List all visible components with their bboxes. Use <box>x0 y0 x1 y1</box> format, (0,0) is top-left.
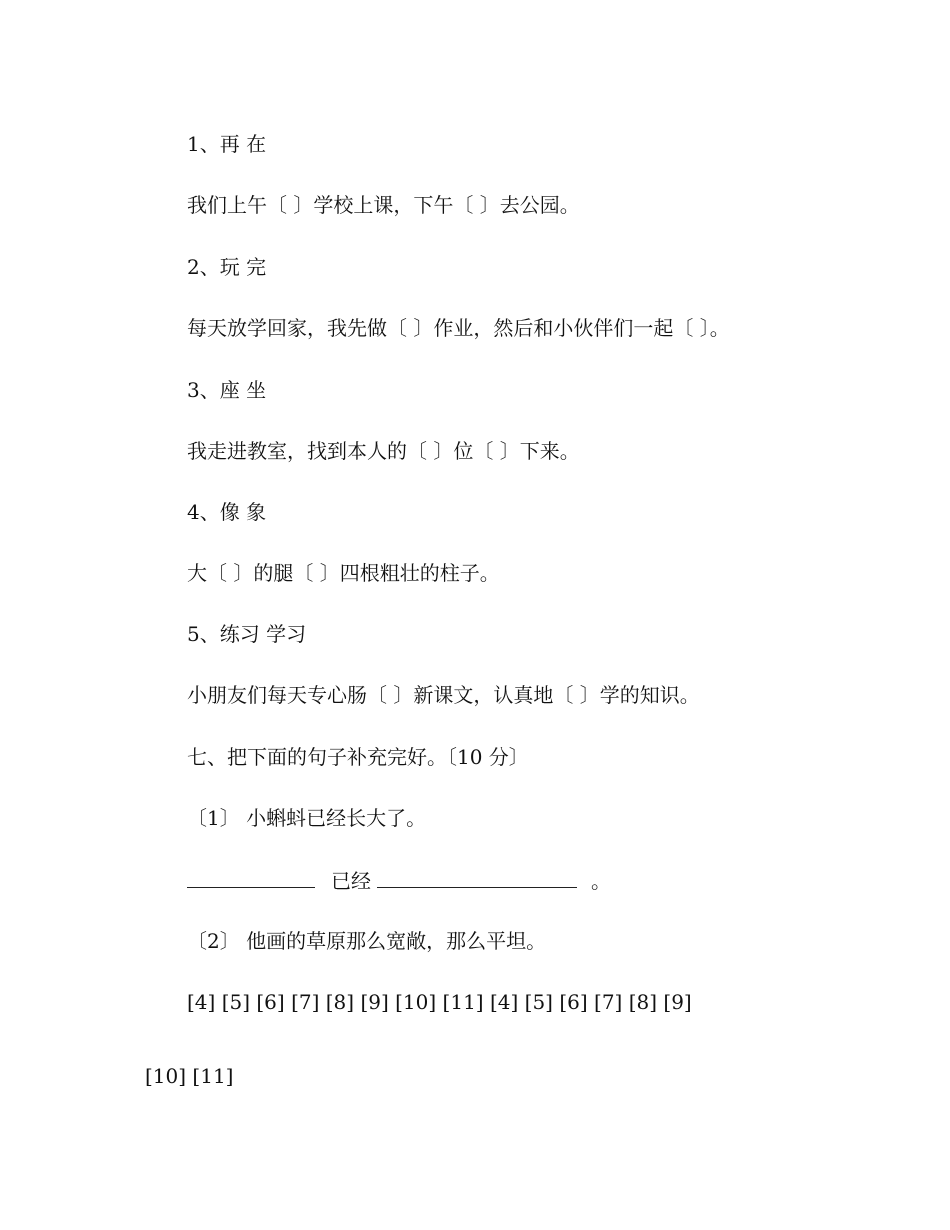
question-5-sentence: 小朋友们每天专心肠〔 〕新课文，认真地〔 〕学的知识。 <box>187 683 700 707</box>
question-2-options: 2、玩 完 <box>187 255 267 279</box>
question-1-options: 1、再 在 <box>187 132 267 156</box>
sentence-item-2: 〔2〕 他画的草原那么宽敞，那么平坦。 <box>187 929 547 953</box>
question-3-options: 3、座 坐 <box>187 378 267 402</box>
question-5-options: 5、练习 学习 <box>187 622 307 646</box>
question-1-sentence: 我们上午〔 〕学校上课，下午〔 〕去公园。 <box>187 193 580 217</box>
question-4-options: 4、像 象 <box>187 500 267 524</box>
answer-blank-2[interactable] <box>377 867 577 888</box>
sentence-item-1: 〔1〕 小蝌蚪已经长大了。 <box>187 806 427 830</box>
fill-in-line <box>187 867 611 894</box>
footnote-refs-line-2: [10] [11] <box>145 1064 234 1088</box>
section-7-heading: 七、把下面的句子补充完好。〔10 分〕 <box>187 745 529 769</box>
fill-middle-word: 已经 <box>331 869 371 893</box>
question-3-sentence: 我走进教室，找到本人的〔 〕位〔 〕下来。 <box>187 439 580 463</box>
question-4-sentence: 大〔 〕的腿〔 〕四根粗壮的柱子。 <box>187 561 500 585</box>
fill-end-punct: 。 <box>591 869 611 893</box>
question-2-sentence: 每天放学回家，我先做〔 〕作业，然后和小伙伴们一起〔 〕。 <box>187 316 730 340</box>
footnote-refs-line-1: [4] [5] [6] [7] [8] [9] [10] [11] [4] [5] [6] [7] [8] [9] <box>187 990 692 1014</box>
answer-blank-1[interactable] <box>187 867 315 888</box>
